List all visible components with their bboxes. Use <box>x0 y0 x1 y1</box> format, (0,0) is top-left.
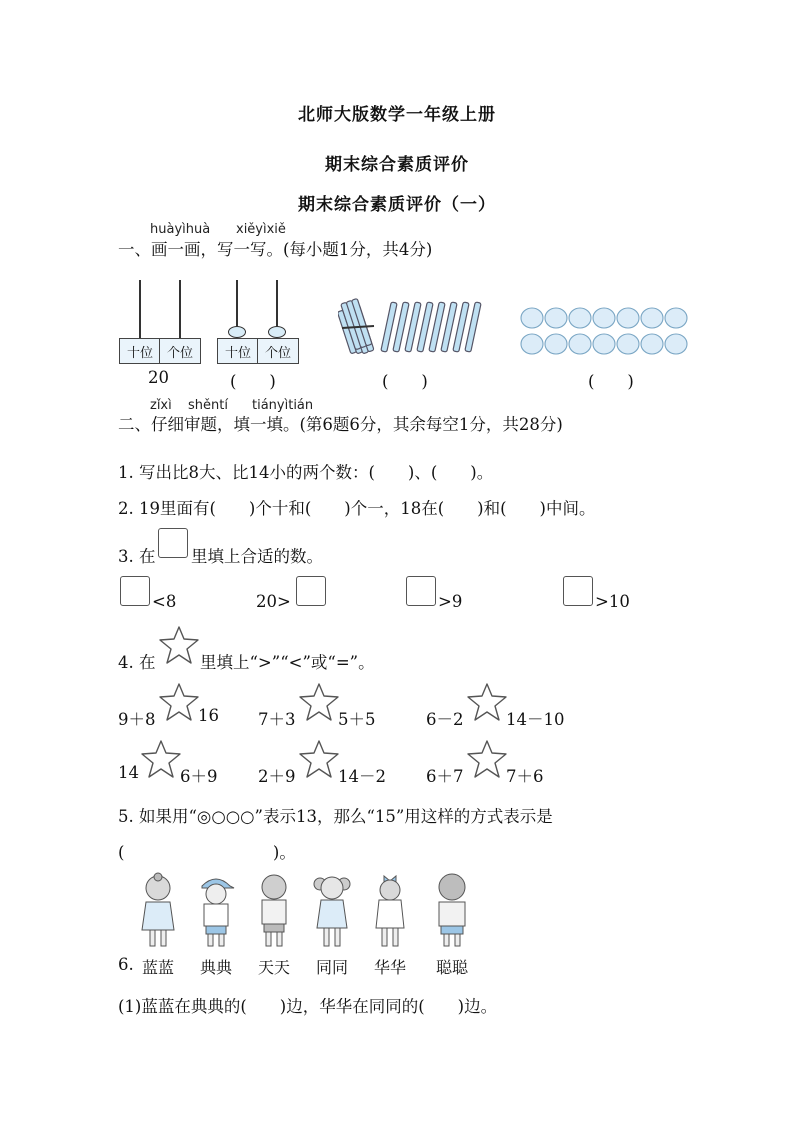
q4-r1-left-2: 7＋3 <box>258 710 296 729</box>
kid-name-tiantian: 天天 <box>257 958 290 977</box>
question-1: 1. 写出比8大、比14小的两个数：( )、( )。 <box>118 463 494 482</box>
q4-r2-left-2: 2＋9 <box>258 767 296 786</box>
abacus-rod <box>139 280 141 338</box>
star-shape-example <box>158 625 200 665</box>
q4-r2-right-1: 6＋9 <box>180 767 218 786</box>
q4-r2-left-3: 6＋7 <box>426 767 464 786</box>
section2-heading: 二、仔细审题，填一填。(第6题6分，其余每空1分，共28分) <box>118 415 563 434</box>
kid-lanlan-illustration <box>138 872 178 950</box>
q4-r1-right-1: 16 <box>198 706 219 725</box>
sticks-answer: ( ) <box>382 372 428 391</box>
test-title: 期末综合素质评价（一） <box>298 195 496 215</box>
question-3-suffix: 里填上合适的数。 <box>191 547 323 566</box>
compare-star[interactable] <box>140 739 182 779</box>
abacus-1-answer: 20 <box>148 368 169 387</box>
question-6-number: 6. <box>118 955 134 974</box>
abacus-rod <box>179 280 181 338</box>
circles-illustration <box>520 306 692 358</box>
compare-star[interactable] <box>298 739 340 779</box>
circles-answer: ( ) <box>588 372 634 391</box>
abacus-ones-label: 个位 <box>159 338 201 364</box>
kid-name-lanlan: 蓝蓝 <box>141 958 174 977</box>
q4-r1-right-3: 14－10 <box>506 710 565 729</box>
kid-name-diandian: 典典 <box>199 958 232 977</box>
answer-box[interactable] <box>406 576 436 606</box>
kid-name-congcong: 聪聪 <box>435 958 468 977</box>
question-2: 2. 19里面有( )个十和( )个一，18在( )和( )中间。 <box>118 499 596 518</box>
compare-star[interactable] <box>158 682 200 722</box>
question-6-sub1: (1)蓝蓝在典典的( )边，华华在同同的( )边。 <box>118 997 498 1016</box>
stick-bundle <box>338 298 374 353</box>
question-5-line1: 5. 如果用“◎○○○”表示13，那么“15”用这样的方式表示是 <box>118 807 553 826</box>
q3-item-4: >10 <box>595 592 630 611</box>
single-sticks <box>381 302 481 352</box>
question-4-prefix: 4. 在 <box>118 653 156 672</box>
subtitle: 期末综合素质评价 <box>325 155 469 175</box>
pinyin-zixi: zǐxì <box>150 398 172 413</box>
abacus-tens-label: 十位 <box>217 338 259 364</box>
kid-tiantian-illustration <box>254 872 294 950</box>
q4-r2-right-3: 7＋6 <box>506 767 544 786</box>
abacus-bead <box>228 326 246 338</box>
question-3-prefix: 3. 在 <box>118 547 156 566</box>
pinyin-shenti: shěntí <box>188 398 228 413</box>
compare-star[interactable] <box>298 682 340 722</box>
question-5-line2: ( )。 <box>118 843 296 862</box>
answer-box[interactable] <box>296 576 326 606</box>
section1-heading: 一、画一画，写一写。(每小题1分，共4分) <box>118 240 433 259</box>
q3-item-1: <8 <box>152 592 177 611</box>
kid-name-tongtong: 同同 <box>315 958 348 977</box>
kid-diandian-illustration <box>196 872 236 950</box>
pinyin-tianyitian: tiányìtián <box>252 398 314 413</box>
question-4-suffix: 里填上“>”“<”或“=”。 <box>200 653 375 672</box>
abacus-tens-label: 十位 <box>119 338 161 364</box>
answer-box[interactable] <box>120 576 150 606</box>
answer-box[interactable] <box>563 576 593 606</box>
q3-item-2: 20> <box>256 592 291 611</box>
kid-name-huahua: 华华 <box>373 958 406 977</box>
kid-congcong-illustration <box>432 872 472 950</box>
pinyin-xie: xiěyìxiě <box>236 222 286 237</box>
q4-r1-right-2: 5＋5 <box>338 710 376 729</box>
kid-huahua-illustration <box>370 872 410 950</box>
abacus-ones-label: 个位 <box>257 338 299 364</box>
compare-star[interactable] <box>466 682 508 722</box>
book-title: 北师大版数学一年级上册 <box>298 105 496 125</box>
pinyin-hua: huàyìhuà <box>150 222 211 237</box>
abacus-bead <box>268 326 286 338</box>
compare-star[interactable] <box>466 739 508 779</box>
q4-r2-left-1: 14 <box>118 763 139 782</box>
sticks-illustration <box>338 296 488 358</box>
q3-item-3: >9 <box>438 592 463 611</box>
abacus-2-answer: ( ) <box>230 372 276 391</box>
answer-box-example <box>158 528 188 558</box>
q4-r1-left-3: 6－2 <box>426 710 464 729</box>
q4-r1-left-1: 9＋8 <box>118 710 156 729</box>
kid-tongtong-illustration <box>312 872 352 950</box>
q4-r2-right-2: 14－2 <box>338 767 386 786</box>
